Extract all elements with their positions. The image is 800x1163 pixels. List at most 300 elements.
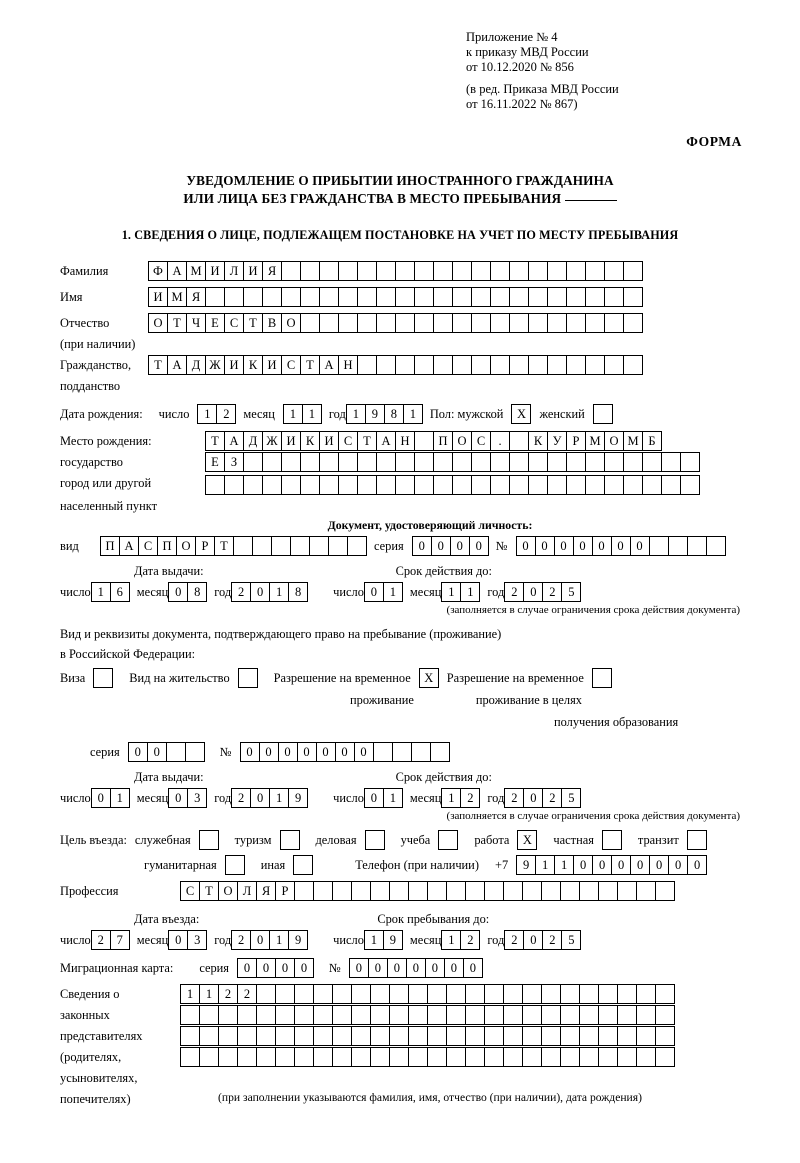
char-cell[interactable] [617,881,637,901]
char-cell[interactable]: 1 [269,930,289,950]
char-cell[interactable]: 1 [346,404,366,424]
char-cell[interactable]: У [547,431,567,451]
char-cell[interactable]: И [148,287,168,307]
char-cell[interactable] [585,355,605,375]
entry-day-boxes[interactable] [91,930,129,950]
char-cell[interactable]: 2 [218,984,238,1004]
char-cell[interactable]: О [176,536,196,556]
char-cell[interactable] [528,261,548,281]
id-issue-year-boxes[interactable] [231,582,307,602]
birth-year-boxes[interactable] [346,404,422,424]
char-cell[interactable]: С [281,355,301,375]
representatives-boxes-1[interactable] [180,984,674,1004]
char-cell[interactable] [376,475,396,495]
char-cell[interactable] [351,881,371,901]
char-cell[interactable]: 0 [147,742,167,762]
char-cell[interactable]: 1 [197,404,217,424]
char-cell[interactable] [585,475,605,495]
char-cell[interactable]: М [167,287,187,307]
purpose-option-checkbox[interactable] [602,830,622,850]
char-cell[interactable] [243,452,263,472]
char-cell[interactable] [319,261,339,281]
char-cell[interactable] [433,355,453,375]
char-cell[interactable] [623,313,643,333]
id-valid-month-boxes[interactable] [441,582,479,602]
char-cell[interactable]: О [281,313,301,333]
char-cell[interactable] [452,452,472,472]
char-cell[interactable] [503,984,523,1004]
char-cell[interactable]: Я [262,261,282,281]
char-cell[interactable] [617,984,637,1004]
char-cell[interactable] [617,1047,637,1067]
char-cell[interactable]: 2 [460,930,480,950]
char-cell[interactable] [414,313,434,333]
char-cell[interactable] [370,1005,390,1025]
char-cell[interactable]: 2 [216,404,236,424]
permit-series-boxes[interactable] [128,742,204,762]
char-cell[interactable] [281,261,301,281]
temp-residence-checkbox[interactable]: X [419,668,439,688]
char-cell[interactable]: 0 [463,958,483,978]
char-cell[interactable] [180,1026,200,1046]
char-cell[interactable] [180,1047,200,1067]
char-cell[interactable] [579,1047,599,1067]
char-cell[interactable]: 2 [504,788,524,808]
char-cell[interactable] [503,881,523,901]
char-cell[interactable] [509,287,529,307]
char-cell[interactable] [411,742,431,762]
char-cell[interactable] [408,1047,428,1067]
char-cell[interactable]: Ф [148,261,168,281]
char-cell[interactable] [275,984,295,1004]
sex-female-checkbox[interactable] [593,404,613,424]
char-cell[interactable]: 1 [441,930,461,950]
char-cell[interactable] [347,536,367,556]
char-cell[interactable]: Н [338,355,358,375]
char-cell[interactable] [275,1047,295,1067]
char-cell[interactable] [294,881,314,901]
char-cell[interactable]: 3 [187,930,207,950]
char-cell[interactable] [430,742,450,762]
char-cell[interactable]: . [490,431,510,451]
char-cell[interactable]: 0 [516,536,536,556]
char-cell[interactable]: 0 [425,958,445,978]
char-cell[interactable] [604,313,624,333]
char-cell[interactable]: 0 [168,582,188,602]
char-cell[interactable] [636,881,656,901]
char-cell[interactable] [313,1047,333,1067]
char-cell[interactable]: 0 [611,536,631,556]
char-cell[interactable]: 0 [364,788,384,808]
char-cell[interactable]: П [157,536,177,556]
char-cell[interactable] [332,881,352,901]
char-cell[interactable]: О [148,313,168,333]
char-cell[interactable] [484,881,504,901]
char-cell[interactable] [490,355,510,375]
char-cell[interactable] [509,475,529,495]
char-cell[interactable] [427,1005,447,1025]
char-cell[interactable]: 5 [561,582,581,602]
char-cell[interactable]: 1 [383,788,403,808]
char-cell[interactable]: М [585,431,605,451]
char-cell[interactable]: Р [566,431,586,451]
char-cell[interactable]: 1 [283,404,303,424]
char-cell[interactable] [661,452,681,472]
char-cell[interactable] [351,1047,371,1067]
char-cell[interactable] [256,984,276,1004]
char-cell[interactable]: И [205,261,225,281]
char-cell[interactable] [262,287,282,307]
char-cell[interactable] [376,287,396,307]
char-cell[interactable] [687,536,707,556]
char-cell[interactable] [547,475,567,495]
char-cell[interactable] [395,452,415,472]
char-cell[interactable] [237,1026,257,1046]
char-cell[interactable] [446,1005,466,1025]
char-cell[interactable] [649,536,669,556]
char-cell[interactable]: 1 [535,855,555,875]
char-cell[interactable]: С [180,881,200,901]
char-cell[interactable]: О [452,431,472,451]
char-cell[interactable] [522,881,542,901]
char-cell[interactable]: А [119,536,139,556]
char-cell[interactable] [376,261,396,281]
char-cell[interactable] [319,287,339,307]
char-cell[interactable]: Л [237,881,257,901]
char-cell[interactable]: 0 [387,958,407,978]
char-cell[interactable] [389,1026,409,1046]
char-cell[interactable] [256,1026,276,1046]
char-cell[interactable]: 0 [278,742,298,762]
char-cell[interactable] [427,984,447,1004]
permit-issue-year-boxes[interactable] [231,788,307,808]
char-cell[interactable] [414,475,434,495]
char-cell[interactable]: 1 [441,582,461,602]
char-cell[interactable]: 1 [91,582,111,602]
char-cell[interactable] [598,881,618,901]
char-cell[interactable] [547,355,567,375]
char-cell[interactable]: Д [243,431,263,451]
char-cell[interactable]: 0 [523,930,543,950]
char-cell[interactable] [290,536,310,556]
char-cell[interactable] [275,1005,295,1025]
name-boxes[interactable] [148,287,642,307]
char-cell[interactable]: 0 [349,958,369,978]
char-cell[interactable]: З [224,452,244,472]
birthplace-row-2-boxes[interactable] [205,452,699,472]
char-cell[interactable]: С [471,431,491,451]
purpose-option-checkbox[interactable] [225,855,245,875]
char-cell[interactable] [300,475,320,495]
char-cell[interactable] [218,1026,238,1046]
char-cell[interactable] [604,287,624,307]
char-cell[interactable] [465,984,485,1004]
char-cell[interactable]: 0 [354,742,374,762]
patronymic-boxes[interactable] [148,313,642,333]
char-cell[interactable]: Ж [205,355,225,375]
char-cell[interactable]: 0 [168,788,188,808]
char-cell[interactable] [243,475,263,495]
char-cell[interactable] [636,984,656,1004]
char-cell[interactable] [313,1026,333,1046]
char-cell[interactable] [370,984,390,1004]
char-cell[interactable] [509,313,529,333]
char-cell[interactable] [541,881,561,901]
migration-number-boxes[interactable] [349,958,482,978]
char-cell[interactable] [579,1026,599,1046]
citizenship-boxes[interactable] [148,355,642,375]
char-cell[interactable]: Т [199,881,219,901]
char-cell[interactable] [185,742,205,762]
char-cell[interactable] [655,984,675,1004]
id-issue-day-boxes[interactable] [91,582,129,602]
char-cell[interactable]: 6 [110,582,130,602]
char-cell[interactable]: 0 [630,855,650,875]
char-cell[interactable] [465,1047,485,1067]
char-cell[interactable]: И [262,355,282,375]
char-cell[interactable] [579,881,599,901]
char-cell[interactable]: 0 [406,958,426,978]
char-cell[interactable] [408,881,428,901]
purpose-option-checkbox[interactable] [199,830,219,850]
char-cell[interactable] [408,1005,428,1025]
char-cell[interactable]: М [623,431,643,451]
char-cell[interactable] [357,261,377,281]
char-cell[interactable]: Л [224,261,244,281]
char-cell[interactable] [205,475,225,495]
char-cell[interactable]: 0 [275,958,295,978]
char-cell[interactable] [636,1026,656,1046]
char-cell[interactable]: 0 [592,855,612,875]
birthplace-row-3-boxes[interactable] [205,475,699,495]
permit-issue-month-boxes[interactable] [168,788,206,808]
char-cell[interactable] [566,287,586,307]
char-cell[interactable]: 0 [256,958,276,978]
char-cell[interactable]: 8 [187,582,207,602]
char-cell[interactable] [389,1047,409,1067]
char-cell[interactable]: Н [395,431,415,451]
char-cell[interactable] [598,1026,618,1046]
migration-series-boxes[interactable] [237,958,313,978]
char-cell[interactable] [566,313,586,333]
char-cell[interactable] [243,287,263,307]
char-cell[interactable]: 0 [431,536,451,556]
char-cell[interactable]: 1 [383,582,403,602]
char-cell[interactable]: И [281,431,301,451]
char-cell[interactable]: 9 [516,855,536,875]
stay-day-boxes[interactable] [364,930,402,950]
char-cell[interactable] [389,984,409,1004]
char-cell[interactable] [300,452,320,472]
char-cell[interactable] [395,313,415,333]
char-cell[interactable]: О [218,881,238,901]
char-cell[interactable]: 1 [460,582,480,602]
char-cell[interactable] [252,536,272,556]
birthplace-row-1-boxes[interactable] [205,431,661,451]
char-cell[interactable]: С [138,536,158,556]
char-cell[interactable]: Б [642,431,662,451]
entry-month-boxes[interactable] [168,930,206,950]
char-cell[interactable]: 2 [504,582,524,602]
char-cell[interactable] [623,287,643,307]
char-cell[interactable] [471,475,491,495]
char-cell[interactable] [414,287,434,307]
char-cell[interactable]: 2 [542,788,562,808]
char-cell[interactable]: 1 [199,984,219,1004]
representatives-boxes-3[interactable] [180,1026,674,1046]
char-cell[interactable]: 0 [687,855,707,875]
char-cell[interactable]: К [243,355,263,375]
char-cell[interactable]: 0 [523,788,543,808]
char-cell[interactable] [328,536,348,556]
char-cell[interactable] [528,355,548,375]
char-cell[interactable] [205,287,225,307]
char-cell[interactable] [452,261,472,281]
char-cell[interactable] [471,452,491,472]
char-cell[interactable] [395,355,415,375]
entry-year-boxes[interactable] [231,930,307,950]
edu-residence-checkbox[interactable] [592,668,612,688]
char-cell[interactable]: 5 [561,930,581,950]
char-cell[interactable] [471,313,491,333]
char-cell[interactable]: Е [205,313,225,333]
char-cell[interactable] [332,1047,352,1067]
char-cell[interactable] [465,1026,485,1046]
char-cell[interactable] [547,261,567,281]
char-cell[interactable]: 0 [523,582,543,602]
char-cell[interactable] [395,475,415,495]
char-cell[interactable] [585,287,605,307]
char-cell[interactable]: 2 [504,930,524,950]
phone-boxes[interactable] [516,855,706,875]
purpose-option-checkbox[interactable] [280,830,300,850]
char-cell[interactable]: 0 [630,536,650,556]
char-cell[interactable]: П [100,536,120,556]
char-cell[interactable]: 3 [187,788,207,808]
char-cell[interactable] [294,1026,314,1046]
char-cell[interactable] [338,261,358,281]
char-cell[interactable] [408,984,428,1004]
char-cell[interactable]: В [262,313,282,333]
char-cell[interactable]: 1 [441,788,461,808]
char-cell[interactable]: 9 [288,930,308,950]
char-cell[interactable] [294,984,314,1004]
char-cell[interactable]: А [167,261,187,281]
permit-issue-day-boxes[interactable] [91,788,129,808]
char-cell[interactable] [237,1005,257,1025]
char-cell[interactable] [490,313,510,333]
id-valid-year-boxes[interactable] [504,582,580,602]
char-cell[interactable]: 0 [668,855,688,875]
char-cell[interactable] [522,1005,542,1025]
char-cell[interactable]: И [224,355,244,375]
char-cell[interactable]: 2 [231,930,251,950]
char-cell[interactable]: 2 [542,582,562,602]
residence-permit-checkbox[interactable] [238,668,258,688]
char-cell[interactable] [166,742,186,762]
char-cell[interactable]: 1 [364,930,384,950]
char-cell[interactable] [389,1005,409,1025]
char-cell[interactable] [313,881,333,901]
char-cell[interactable]: 0 [335,742,355,762]
char-cell[interactable] [262,452,282,472]
char-cell[interactable]: 2 [91,930,111,950]
char-cell[interactable] [604,355,624,375]
char-cell[interactable]: Т [243,313,263,333]
char-cell[interactable]: А [167,355,187,375]
char-cell[interactable] [598,1005,618,1025]
char-cell[interactable]: 0 [611,855,631,875]
char-cell[interactable]: 1 [110,788,130,808]
char-cell[interactable]: 2 [231,582,251,602]
char-cell[interactable] [706,536,726,556]
char-cell[interactable] [300,313,320,333]
char-cell[interactable]: К [300,431,320,451]
char-cell[interactable] [370,1026,390,1046]
char-cell[interactable] [275,1026,295,1046]
char-cell[interactable]: А [376,431,396,451]
char-cell[interactable]: 0 [316,742,336,762]
char-cell[interactable] [414,355,434,375]
char-cell[interactable]: Ч [186,313,206,333]
char-cell[interactable] [262,475,282,495]
char-cell[interactable] [357,452,377,472]
char-cell[interactable] [655,1026,675,1046]
char-cell[interactable]: 0 [240,742,260,762]
char-cell[interactable]: Я [186,287,206,307]
char-cell[interactable] [319,475,339,495]
char-cell[interactable]: Т [148,355,168,375]
char-cell[interactable]: 5 [561,788,581,808]
char-cell[interactable]: 1 [302,404,322,424]
char-cell[interactable] [560,881,580,901]
char-cell[interactable] [376,452,396,472]
id-doc-number-boxes[interactable] [516,536,725,556]
permit-valid-year-boxes[interactable] [504,788,580,808]
char-cell[interactable] [484,1047,504,1067]
char-cell[interactable] [636,1047,656,1067]
char-cell[interactable] [446,984,466,1004]
char-cell[interactable] [446,1047,466,1067]
char-cell[interactable] [433,313,453,333]
char-cell[interactable]: 8 [288,582,308,602]
birth-day-boxes[interactable] [197,404,235,424]
char-cell[interactable] [395,287,415,307]
visa-checkbox[interactable] [93,668,113,688]
char-cell[interactable] [509,452,529,472]
char-cell[interactable] [294,1005,314,1025]
char-cell[interactable] [180,1005,200,1025]
char-cell[interactable]: 0 [91,788,111,808]
char-cell[interactable] [642,452,662,472]
char-cell[interactable] [465,1005,485,1025]
char-cell[interactable] [642,475,662,495]
char-cell[interactable] [427,881,447,901]
char-cell[interactable]: 0 [297,742,317,762]
char-cell[interactable]: О [604,431,624,451]
char-cell[interactable] [199,1047,219,1067]
char-cell[interactable]: 0 [237,958,257,978]
char-cell[interactable]: 8 [384,404,404,424]
char-cell[interactable] [623,355,643,375]
char-cell[interactable] [547,287,567,307]
char-cell[interactable] [452,313,472,333]
char-cell[interactable] [566,261,586,281]
char-cell[interactable] [617,1026,637,1046]
char-cell[interactable] [414,431,434,451]
char-cell[interactable] [490,475,510,495]
char-cell[interactable]: Т [300,355,320,375]
